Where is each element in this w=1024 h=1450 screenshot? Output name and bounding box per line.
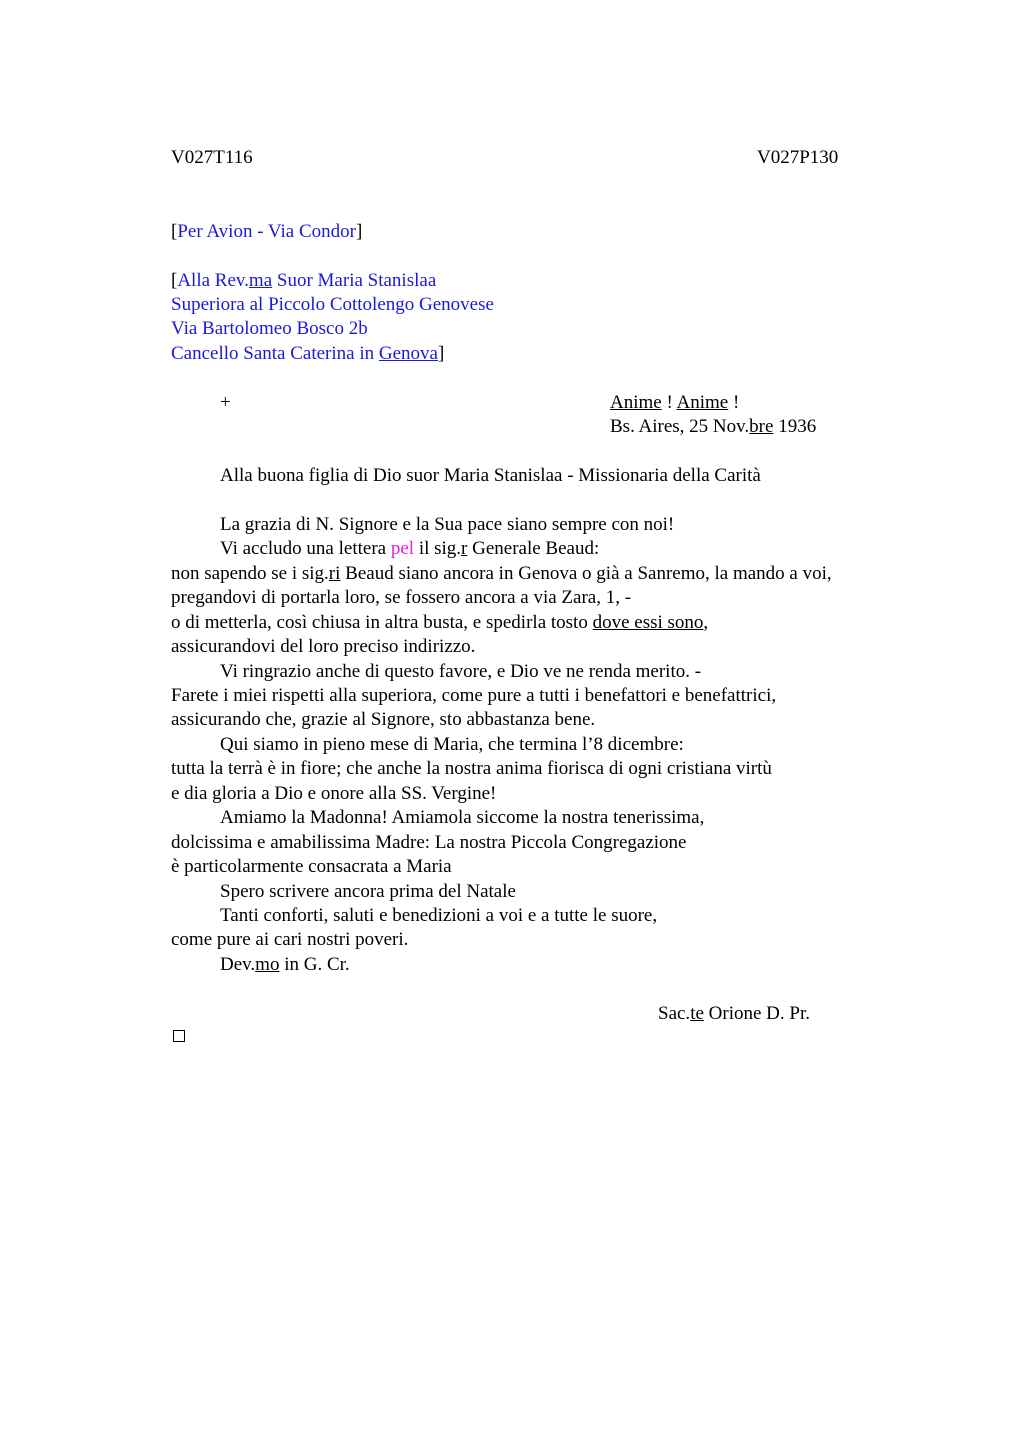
body-line: Farete i miei rispetti alla superiora, come pure a tutti i benefattori e benefattrici, [171,685,777,706]
body-line: Amiamo la Madonna! Amiamola siccome la nostra tenerissima, [220,807,705,828]
body-line: La grazia di N. Signore e la Sua pace siano sempre con noi! [220,514,675,535]
salutation: Alla buona figlia di Dio suor Maria Stanislaa - Missionaria della Carità [220,465,761,486]
body-line: o di metterla, così chiusa in altra busta, e spedirla tosto dove essi sono, [171,612,709,633]
airmail-note: [Per Avion - Via Condor] [171,221,363,242]
body-line: Qui siamo in pieno mese di Maria, che termina l’8 dicembre: [220,734,684,755]
letter-date: Bs. Aires, 25 Nov.bre 1936 [610,416,817,437]
empty-box-icon [173,1030,185,1042]
body-line: assicurandovi del loro preciso indirizzo. [171,636,476,657]
address-line-2: Superiora al Piccolo Cottolengo Genovese [171,294,494,315]
body-line: Spero scrivere ancora prima del Natale [220,881,516,902]
document-code-left: V027T116 [171,147,253,168]
body-line: assicurando che, grazie al Signore, sto abbastanza bene. [171,709,596,730]
body-line: pregandovi di portarla loro, se fossero ancora a via Zara, 1, - [171,587,632,608]
body-line: tutta la terrà è in fiore; che anche la nostra anima fiorisca di ogni cristiana virtù [171,758,772,779]
closing-line: Dev.mo in G. Cr. [220,954,350,975]
signature: Sac.te Orione D. Pr. [658,1003,810,1024]
address-line-4: Cancello Santa Caterina in Genova] [171,343,445,364]
address-line-3: Via Bartolomeo Bosco 2b [171,318,368,339]
motto: Anime ! Anime ! [610,392,740,413]
body-line: è particolarmente consacrata a Maria [171,856,452,877]
document-code-right: V027P130 [757,147,839,168]
body-line: come pure ai cari nostri poveri. [171,929,409,950]
cross-symbol: + [220,392,231,413]
body-line: Tanti conforti, saluti e benedizioni a voi e a tutte le suore, [220,905,658,926]
body-line: non sapendo se i sig.ri Beaud siano ancora in Genova o già a Sanremo, la mando a voi, [171,563,832,584]
body-line: Vi ringrazio anche di questo favore, e Dio ve ne renda merito. - [220,661,702,682]
address-line-1: [Alla Rev.ma Suor Maria Stanislaa [171,270,437,291]
body-line: dolcissima e amabilissima Madre: La nostra Piccola Congregazione [171,832,687,853]
body-line: e dia gloria a Dio e onore alla SS. Vergine! [171,783,497,804]
body-line: Vi accludo una lettera pel il sig.r Generale Beaud: [220,538,600,559]
